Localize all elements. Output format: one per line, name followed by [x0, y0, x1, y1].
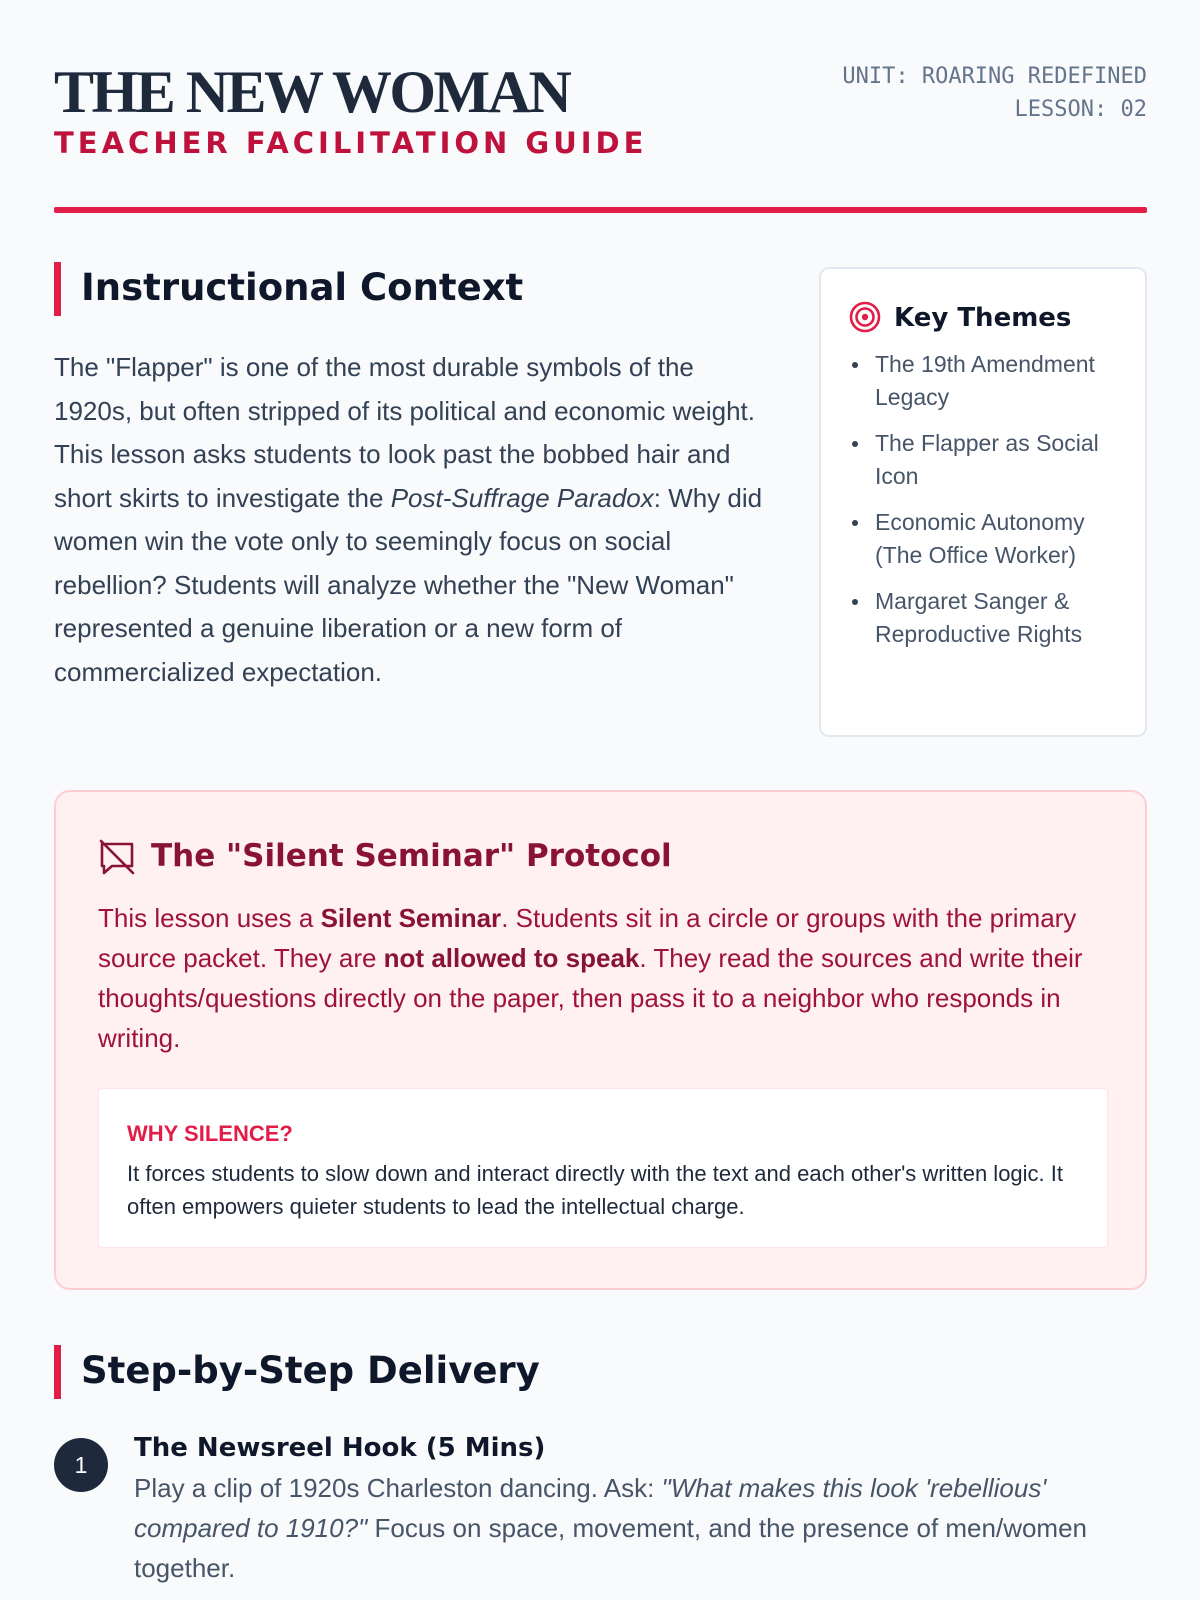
key-themes-list [849, 348, 1134, 664]
seminar-text-bold-1: Silent Seminar [320, 903, 502, 933]
context-text-1: The "Flapper" is one of the most durable symbols of the 1920s, but often stripped of its political and economic weight. This lesson asks students to look past the bobbed hair and short skirts to investigate the [54, 352, 755, 513]
theme-item: The 19th Amendment Legacy [849, 348, 1134, 414]
context-text-2: : Why did women win the vote only to seemingly focus on social rebellion? Students will analyze whether the "New Woman" represented a genuine liberation or a new form of commercialized expectation. [54, 482, 763, 687]
no-chat-icon [98, 838, 136, 876]
target-icon [849, 301, 881, 333]
context-paragraph [54, 346, 774, 694]
seminar-text-bold-2: not allowed to speak [383, 943, 640, 973]
step-text-1: Play a clip of 1920s Charleston dancing. Ask: [134, 1473, 662, 1503]
theme-item: Economic Autonomy (The Office Worker) [849, 506, 1134, 572]
delivery-heading-text: Step-by-Step Delivery [81, 1349, 540, 1392]
silent-seminar-card [54, 790, 1147, 1290]
key-themes-card [819, 267, 1147, 737]
seminar-text-1: This lesson uses a [98, 903, 321, 933]
why-silence-callout [98, 1088, 1108, 1248]
unit-lesson-meta [842, 60, 1147, 126]
facilitation-guide-page [54, 0, 1147, 1600]
context-text-emphasis: Post-Suffrage Paradox [390, 482, 654, 513]
step-title: The Newsreel Hook (5 Mins) [134, 1433, 546, 1463]
delivery-heading [54, 1345, 774, 1399]
why-silence-label: WHY SILENCE? [127, 1121, 293, 1146]
context-heading [54, 262, 774, 316]
theme-item: Margaret Sanger & Reproductive Rights [849, 585, 1134, 651]
context-heading-text: Instructional Context [81, 266, 524, 309]
page-header [54, 60, 1147, 210]
step-number-badge: 1 [54, 1438, 108, 1492]
page-title: THE NEW WOMAN [54, 59, 570, 125]
seminar-text-3: . They read the sources and write their thoughts/questions directly on the paper, then pass it to a neighbor who responds in writing. [98, 943, 1083, 1053]
heading-accent-bar [54, 1345, 61, 1399]
seminar-description [98, 898, 1098, 1058]
theme-item: The Flapper as Social Icon [849, 427, 1134, 493]
step-text-quote: "What makes this look 'rebellious' compared to 1910?" [134, 1473, 1047, 1543]
seminar-text-2: . Students sit in a circle or groups with the primary source packet. They are [98, 903, 1077, 973]
key-themes-title: Key Themes [894, 303, 1072, 333]
header-divider [54, 207, 1147, 213]
step-body [134, 1468, 1147, 1588]
page-subtitle: TEACHER FACILITATION GUIDE [54, 126, 648, 160]
step-text-2: Focus on space, movement, and the presence of men/women together. [134, 1513, 1088, 1583]
unit-label: UNIT: ROARING REDEFINED [842, 64, 1147, 89]
why-silence-text: It forces students to slow down and interact directly with the text and each other's written logic. It often empowers quieter students to lead the intellectual charge. [127, 1161, 1063, 1219]
heading-accent-bar [54, 262, 61, 316]
seminar-title: The "Silent Seminar" Protocol [151, 838, 672, 874]
lesson-label: LESSON: 02 [1014, 97, 1147, 122]
